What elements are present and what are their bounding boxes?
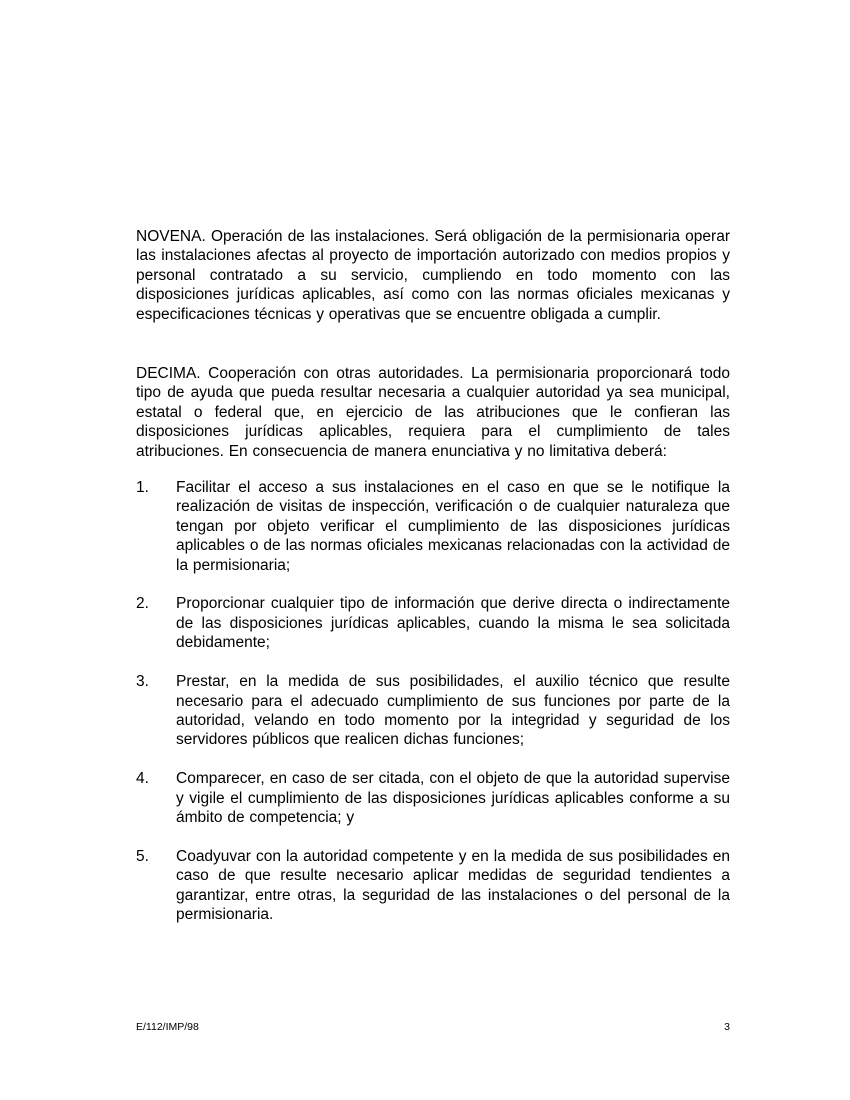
list-item-text: Facilitar el acceso a sus instalaciones en el caso en que se le notifique la realización de visitas de inspección, verificación o de cualquier naturaleza que tengan por objeto verificar el cumplimiento de las disposiciones jurídicas aplicables o de las normas oficiales mexicanas relacionadas con la actividad de la permisionaria; — [176, 479, 730, 574]
list-item — [136, 847, 730, 925]
clause-novena-paragraph: NOVENA. Operación de las instalaciones. Será obligación de la permisionaria operar las instalaciones afectas al proyecto de importación autorizado con medios propios y personal contratado a su servicio, cumpliendo en todo momento con las disposiciones jurídicas aplicables, así como con las normas oficiales mexicanas y especificaciones técnicas y operativas que se encuentre obligada a cumplir. — [136, 228, 730, 323]
list-item-text: Prestar, en la medida de sus posibilidades, el auxilio técnico que resulte necesario para el adecuado cumplimiento de sus funciones por parte de la autoridad, velando en todo momento por la integridad y seguridad de los servidores públicos que realicen dichas funciones; — [176, 673, 730, 749]
list-item — [136, 594, 730, 652]
list-item-number: 2. — [136, 595, 149, 613]
list-item-number: 1. — [136, 479, 149, 497]
page-footer — [136, 1021, 730, 1034]
list-item-number: 3. — [136, 673, 149, 691]
list-item-text: Proporcionar cualquier tipo de información que derive directa o indirectamente de las disposiciones jurídicas aplicables, cuando la misma le sea solicitada debidamente; — [176, 595, 730, 652]
list-item — [136, 478, 730, 575]
document-body — [136, 227, 730, 924]
list-item — [136, 672, 730, 750]
footer-page-number: 3 — [724, 1021, 730, 1033]
list-item-text: Comparecer, en caso de ser citada, con el objeto de que la autoridad supervise y vigile el cumplimiento de las disposiciones jurídicas aplicables conforme a su ámbito de competencia; y — [176, 770, 730, 826]
list-item-number: 5. — [136, 847, 149, 865]
list-item-number: 4. — [136, 770, 149, 788]
list-item-text: Coadyuvar con la autoridad competente y en la medida de sus posibilidades en caso de que resulte necesario aplicar medidas de seguridad tendientes a garantizar, entre otras, la seguridad de las instalaciones o del personal de la permisionaria. — [176, 847, 730, 923]
footer-doc-code: E/112/IMP/98 — [136, 1021, 199, 1033]
numbered-list — [136, 478, 730, 924]
list-item — [136, 769, 730, 827]
clause-decima-paragraph: DECIMA. Cooperación con otras autoridades. La permisionaria proporcionará todo tipo de ayuda que pueda resultar necesaria a cualquier autoridad ya sea municipal, estatal o federal que, en ejercicio de las atribuciones que le confieran las disposiciones jurídicas aplicables, requiera para el cumplimiento de tales atribuciones. En consecuencia de manera enunciativa y no limitativa deberá: — [136, 365, 730, 460]
